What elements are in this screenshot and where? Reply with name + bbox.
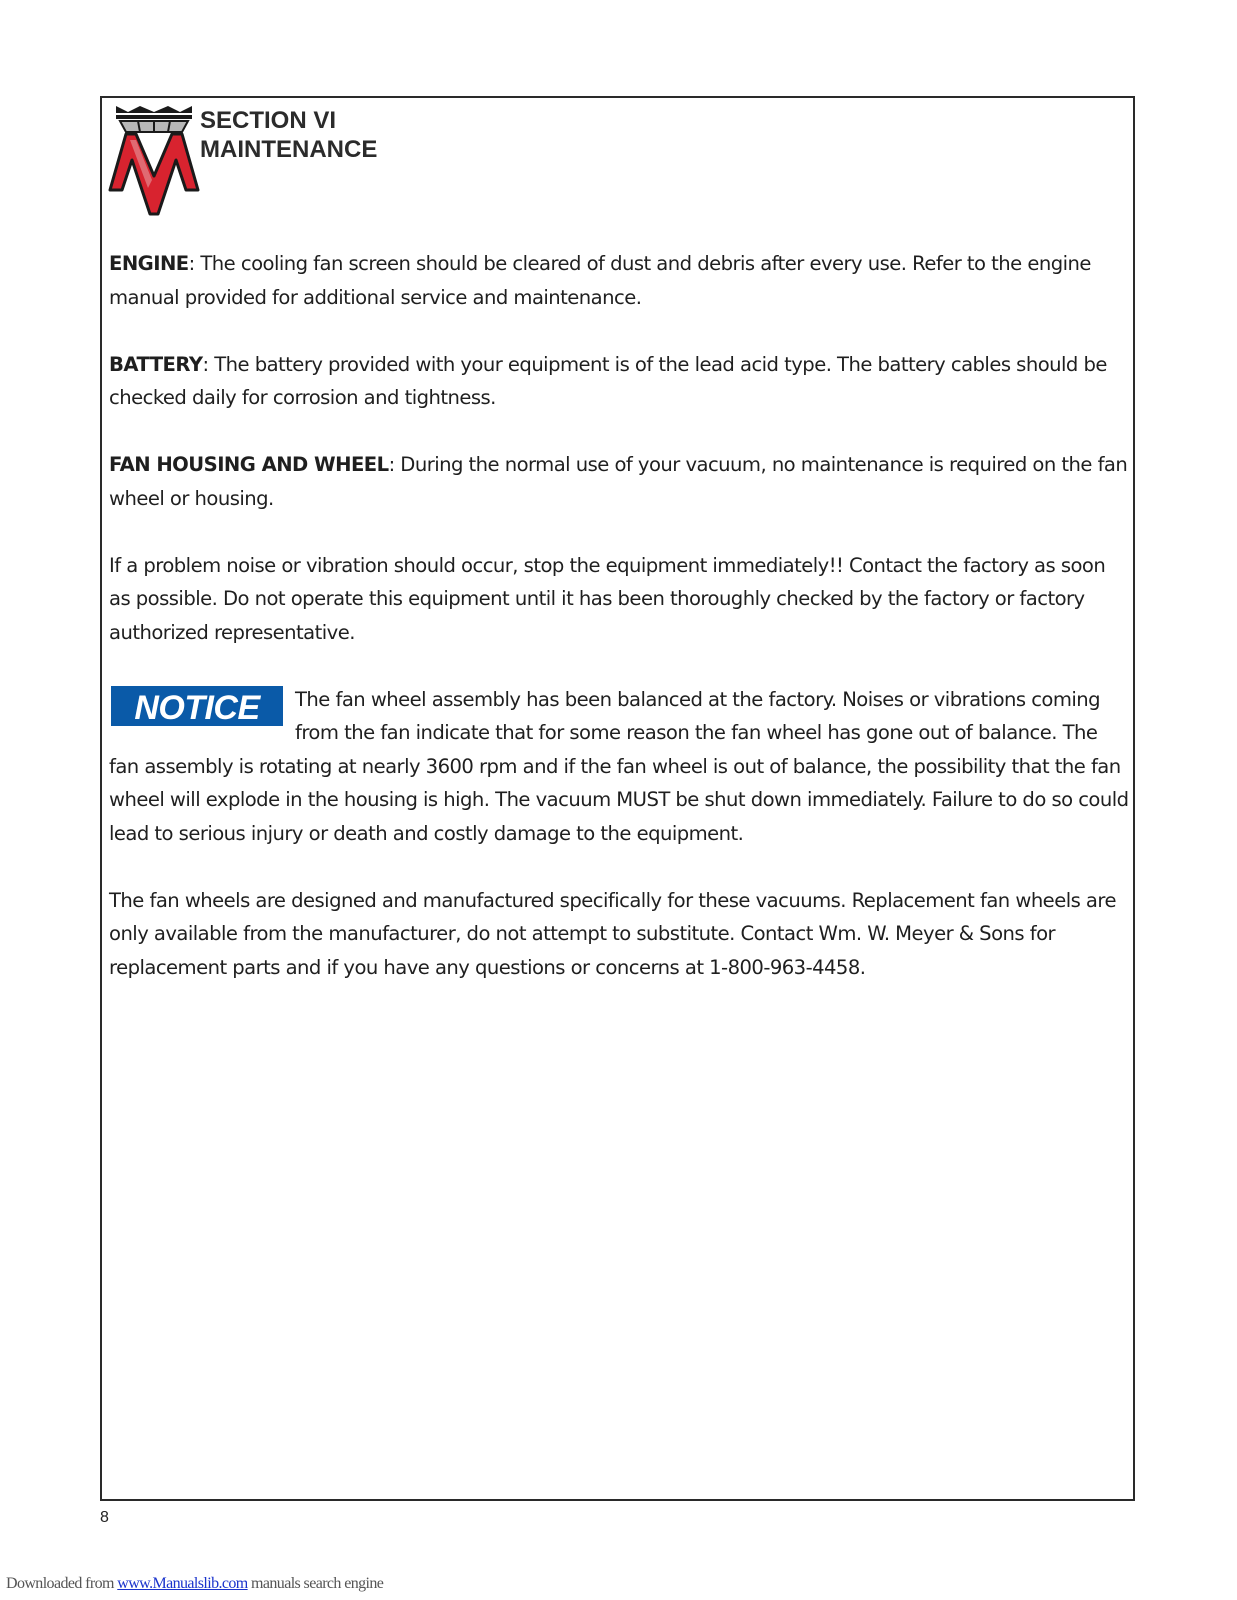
download-suffix: manuals search engine: [247, 1575, 384, 1592]
notice-badge-label: NOTICE: [134, 688, 260, 727]
page-number: 8: [100, 1509, 109, 1526]
download-footer: [6, 1575, 383, 1593]
engine-text: : The cooling fan screen should be cleared of dust and debris after every use. Refer to the engine manual provided for additional service and maintenance.: [109, 252, 1091, 309]
meyer-m-logo-icon: [108, 106, 200, 221]
notice-text: The fan wheel assembly has been balanced at the factory. Noises or vibrations coming from the fan indicate that for some reason the fan wheel has gone out of balance. The fan assembly is rotating at nearly 3600 rpm and if the fan wheel is out of balance, the possibility that the fan wheel will explode in the housing is high. The vacuum MUST be shut down immediately. Failure to do so could lead to serious injury or death and costly damage to the equipment.: [109, 687, 1129, 845]
fan-housing-label: FAN HOUSING AND WHEEL: [109, 453, 389, 476]
section-name: MAINTENANCE: [200, 136, 378, 163]
replacement-paragraph: The fan wheels are designed and manufactured specifically for these vacuums. Replacement fan wheels are only available from the manufacturer, do not attempt to substitute. Contact Wm. W. Meyer & Sons for replacement parts and if you have any questions or concerns at 1-800-963-4458.: [109, 888, 1116, 979]
battery-label: BATTERY: [109, 352, 203, 376]
engine-label: ENGINE: [109, 252, 189, 275]
section-number: SECTION VI: [200, 107, 337, 134]
problem-paragraph: If a problem noise or vibration should occur, stop the equipment immediately!! Contact the factory as soon as possible. Do not operate this equipment until it has been thoroughly checked by the factory or factory authorized representative.: [109, 553, 1106, 644]
battery-text: : The battery provided with your equipment is of the lead acid type. The battery cables should be checked daily for corrosion and tightness.: [109, 352, 1107, 409]
battery-paragraph: [109, 348, 1131, 415]
section-title: [200, 106, 377, 164]
engine-paragraph: [109, 247, 1131, 314]
fan-housing-paragraph: [109, 448, 1131, 515]
notice-badge: [109, 684, 285, 728]
download-prefix: Downloaded from: [6, 1575, 118, 1592]
manualslib-link[interactable]: www.Manualslib.com: [117, 1575, 248, 1592]
fan-housing-text: : During the normal use of your vacuum, no maintenance is required on the fan wheel or housing.: [109, 453, 1128, 510]
notice-paragraph: [109, 683, 1131, 851]
maintenance-content: [109, 247, 1131, 1018]
